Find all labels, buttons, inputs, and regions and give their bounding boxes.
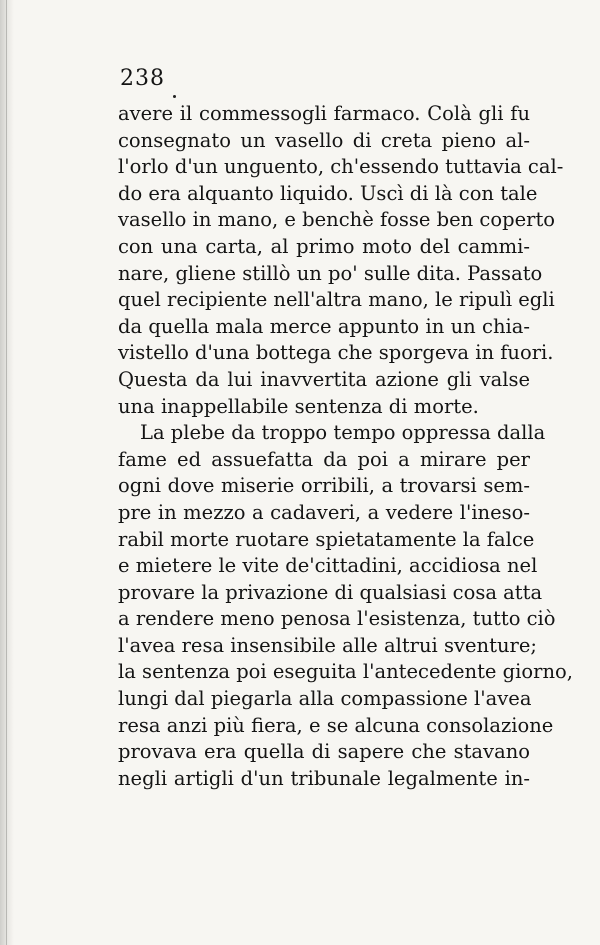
page-gutter-line	[6, 0, 7, 945]
text-line: vasello in mano, e benchè fosse ben coperto	[118, 208, 556, 232]
text-line: a rendere meno penosa l'esistenza, tutto ciò	[118, 607, 556, 631]
text-line: la sentenza poi eseguita l'antecedente giorno,	[118, 660, 573, 684]
text-line: fame ed assuefatta da poi a mirare per	[118, 447, 530, 471]
text-line: avere il commessogli farmaco. Colà gli fu	[118, 102, 530, 125]
paragraph-start-line: La plebe da troppo tempo oppressa dalla	[140, 421, 546, 445]
text-line: e mietere le vite de'cittadini, accidiosa nel	[118, 554, 538, 578]
text-line: provava era quella di sapere che stavano	[118, 740, 530, 764]
text-line: ogni dove miserie orribili, a trovarsi sem-	[118, 474, 530, 498]
page-number: 238	[120, 66, 165, 91]
text-line: Questa da lui inavvertita azione gli valse	[118, 367, 530, 391]
text-line: consegnato un vasello di creta pieno al-	[118, 128, 530, 152]
page-gutter-shadow	[0, 0, 14, 945]
text-line: negli artigli d'un tribunale legalmente in-	[118, 766, 530, 790]
text-line: resa anzi più fiera, e se alcuna consolazione	[118, 713, 554, 737]
text-line: pre in mezzo a cadaveri, a vedere l'ineso-	[118, 500, 530, 524]
paragraph-end-line: una inappellabile sentenza di morte.	[118, 394, 479, 418]
text-line: rabil morte ruotare spietatamente la falce	[118, 527, 535, 551]
text-line: con una carta, al primo moto del cammi-	[118, 234, 530, 258]
text-line: nare, gliene stillò un po' sulle dita. Passato	[118, 261, 543, 285]
text-line: da quella mala merce appunto in un chia-	[118, 314, 530, 338]
ink-speck	[173, 95, 176, 98]
text-line: l'avea resa insensibile alle altrui sventure;	[118, 633, 537, 657]
text-line: vistello d'una bottega che sporgeva in fuori.	[118, 341, 554, 365]
text-line: l'orlo d'un unguento, ch'essendo tuttavia cal-	[118, 155, 564, 179]
text-line: lungi dal piegarla alla compassione l'avea	[118, 687, 532, 711]
body-text	[118, 101, 573, 792]
text-line: quel recipiente nell'altra mano, le ripulì egli	[118, 288, 555, 312]
text-line: provare la privazione di qualsiasi cosa atta	[118, 580, 543, 604]
text-line: do era alquanto liquido. Uscì di là con tale	[118, 181, 538, 205]
